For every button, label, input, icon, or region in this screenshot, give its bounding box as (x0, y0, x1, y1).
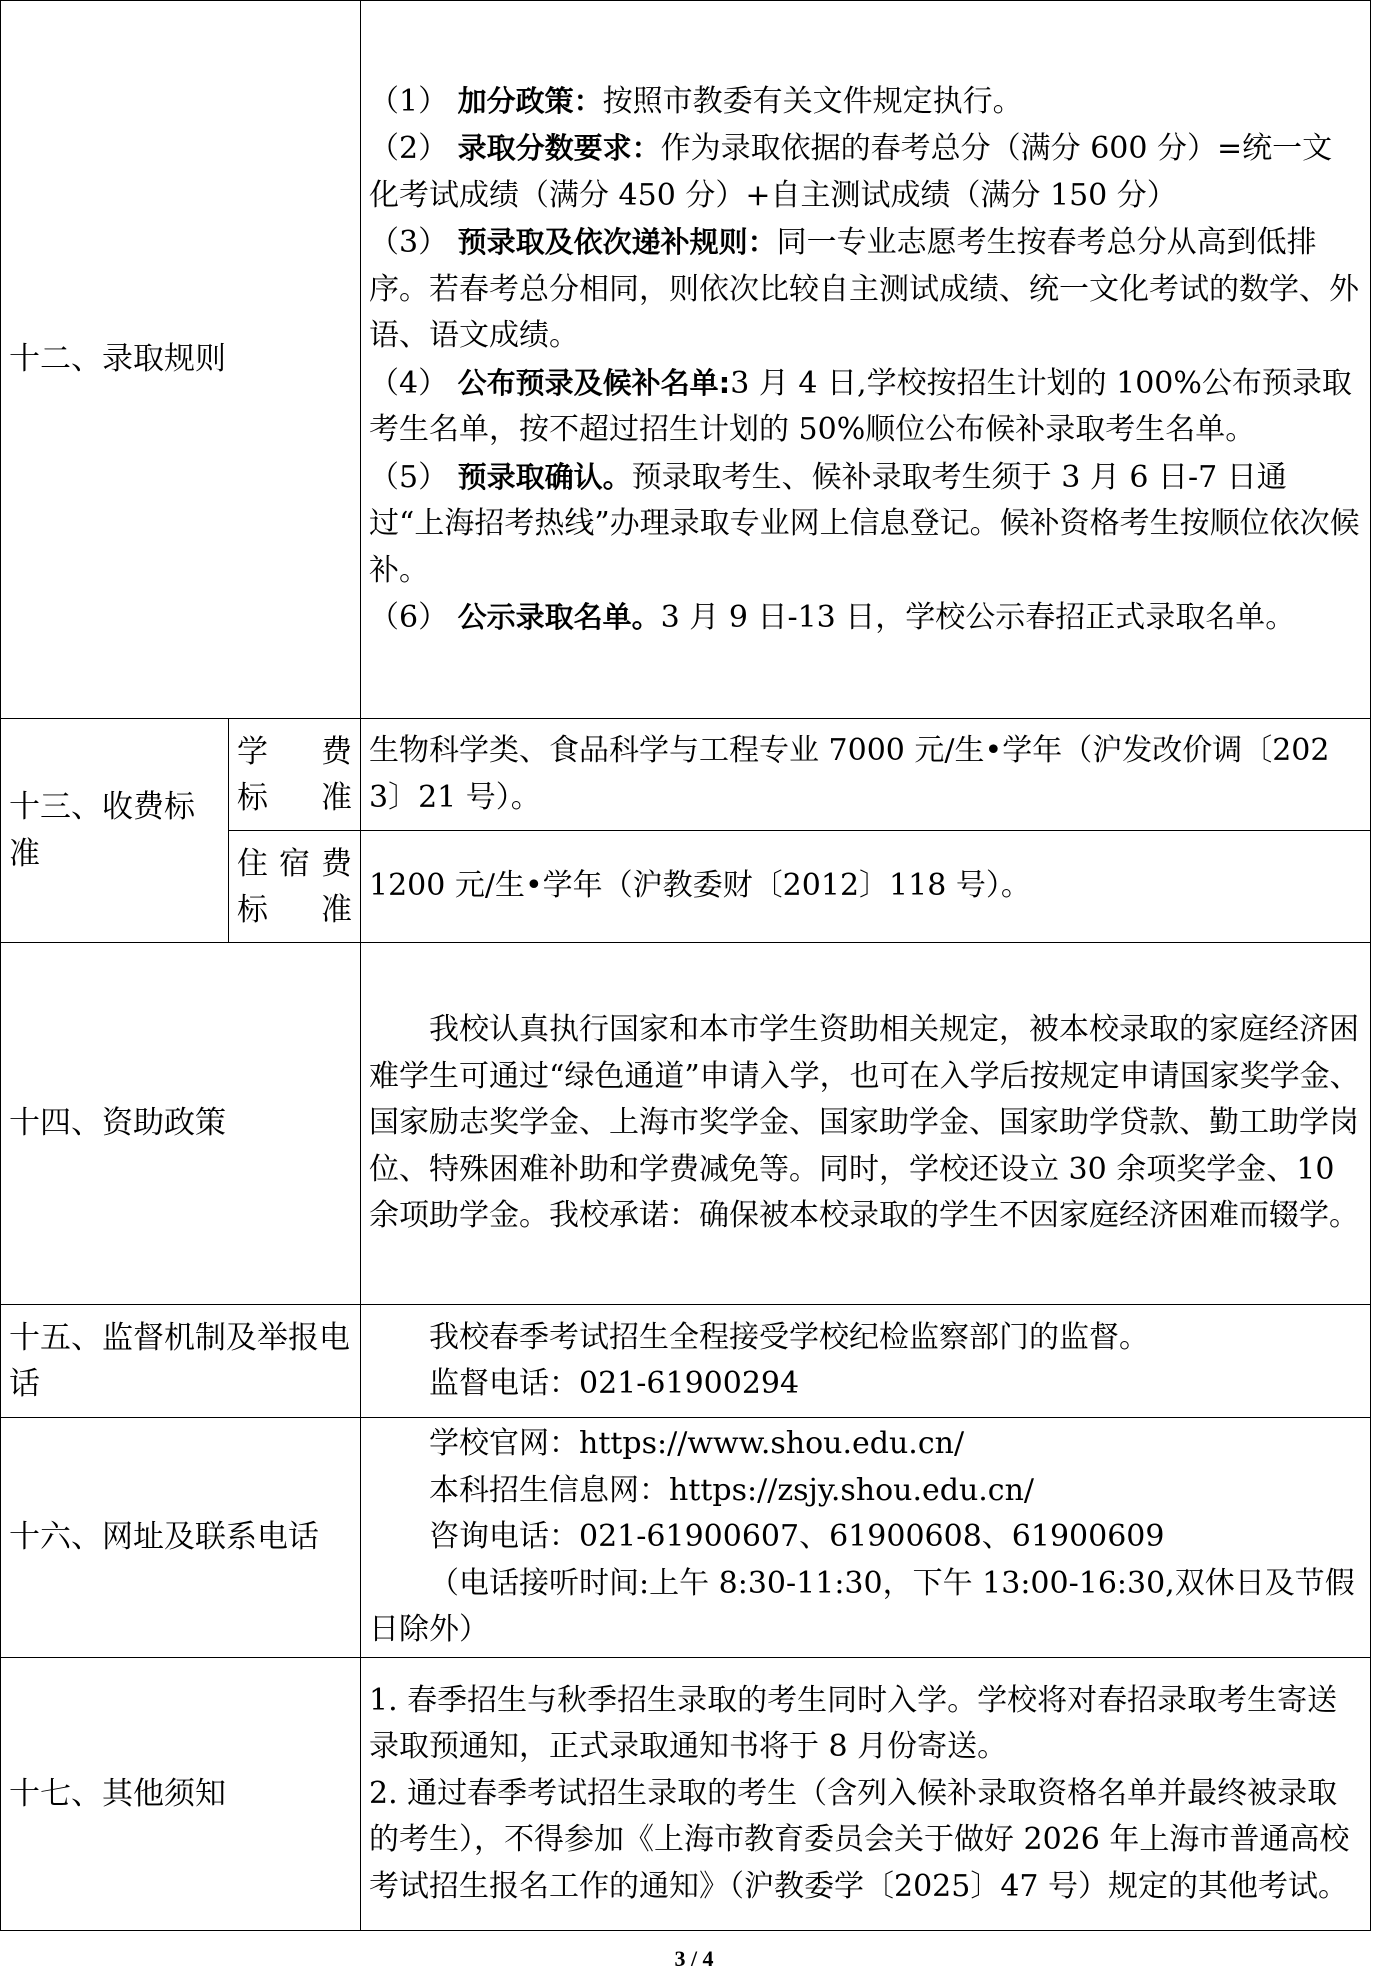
supervision-content (361, 1305, 1371, 1418)
row-financial-aid (1, 943, 1371, 1305)
dorm-fee-label: 住宿费 标 准 (229, 831, 361, 943)
tuition-text: 生物科学类、食品科学与工程专业 7000 元/生•学年（沪发改价调〔2023〕21 号）。 (361, 719, 1371, 831)
rule-item-6: （6） 公示录取名单。3 月 9 日-13 日，学校公示春招正式录取名单。 (369, 600, 1296, 635)
supervision-phone: 监督电话：021-61900294 (429, 1366, 800, 1401)
tuition-label: 学 费 标 准 (229, 719, 361, 831)
rule-item-1: （1） 加分政策：按照市教委有关文件规定执行。 (369, 83, 1023, 119)
row-supervision (1, 1305, 1371, 1418)
row-label-contact: 十六、网址及联系电话 (1, 1418, 361, 1658)
note-item-1: 1. 春季招生与秋季招生录取的考生同时入学。学校将对春招录取考生寄送录取预通知，正式录取通知书将于 8 月份寄送。 (369, 1682, 1338, 1765)
supervision-line: 我校春季考试招生全程接受学校纪检监察部门的监督。 (429, 1319, 1149, 1355)
other-notes-content (361, 1658, 1371, 1931)
rule-item-3: （3） 预录取及依次递补规则：同一专业志愿考生按春考总分从高到低排序。若春考总分相同，则依次比较自主测试成绩、统一文化考试的数学、外语、语文成绩。 (369, 225, 1359, 353)
contact-content (361, 1418, 1371, 1658)
row-label-financial-aid: 十四、资助政策 (1, 943, 361, 1305)
consult-phone: 咨询电话：021-61900607、61900608、61900609 (429, 1519, 1165, 1555)
phone-hours: （电话接听时间:上午 8:30-11:30，下午 13:00-16:30,双休日及节假日除外） (369, 1565, 1355, 1648)
row-other-notes (1, 1658, 1371, 1931)
admission-rules-content (361, 1, 1371, 719)
row-label-supervision: 十五、监督机制及举报电话 (1, 1305, 361, 1418)
rule-item-5: （5） 预录取确认。预录取考生、候补录取考生须于 3 月 6 日-7 日通过“上海招考热线”办理录取专业网上信息登记。候补资格考生按顺位依次候补。 (369, 459, 1360, 588)
rule-item-2: （2） 录取分数要求：作为录取依据的春考总分（满分 600 分）=统一文化考试成绩（满分 450 分）+自主测试成绩（满分 150 分） (369, 131, 1333, 213)
row-admission-rules (1, 1, 1371, 719)
dorm-fee-text: 1200 元/生•学年（沪教委财〔2012〕118 号）。 (361, 831, 1371, 943)
row-label-fees: 十三、收费标准 (1, 719, 229, 943)
page-number: 3 / 4 (674, 1946, 714, 1971)
official-website: 学校官网：https://www.shou.edu.cn/ (429, 1426, 965, 1462)
financial-aid-text: 我校认真执行国家和本市学生资助相关规定，被本校录取的家庭经济困难学生可通过“绿色通道”申请入学，也可在入学后按规定申请国家奖学金、国家励志奖学金、上海市奖学金、国家助学金、国家助学贷款、勤工助学岗位、特殊困难补助和学费减免等。同时，学校还设立 30 余项奖学金、10 余项助学金。我校承诺：确保被本校录取的学生不因家庭经济困难而辍学。 (361, 943, 1371, 1305)
row-label-other-notes: 十七、其他须知 (1, 1658, 361, 1931)
admissions-website: 本科招生信息网：https://zsjy.shou.edu.cn/ (429, 1472, 1035, 1508)
note-item-2: 2. 通过春季考试招生录取的考生（含列入候补录取资格名单并最终被录取的考生），不得参加《上海市教育委员会关于做好 2026 年上海市普通高校考试招生报名工作的通知》（沪教委学〔2025〕47 号）规定的其他考试。 (369, 1775, 1350, 1904)
row-contact (1, 1418, 1371, 1658)
row-tuition (1, 719, 1371, 831)
rule-item-4: （4） 公布预录及候补名单:3 月 4 日,学校按招生计划的 100%公布预录取考生名单，按不超过招生计划的 50%顺位公布候补录取考生名单。 (369, 365, 1352, 447)
row-label-admission-rules: 十二、录取规则 (1, 1, 361, 719)
